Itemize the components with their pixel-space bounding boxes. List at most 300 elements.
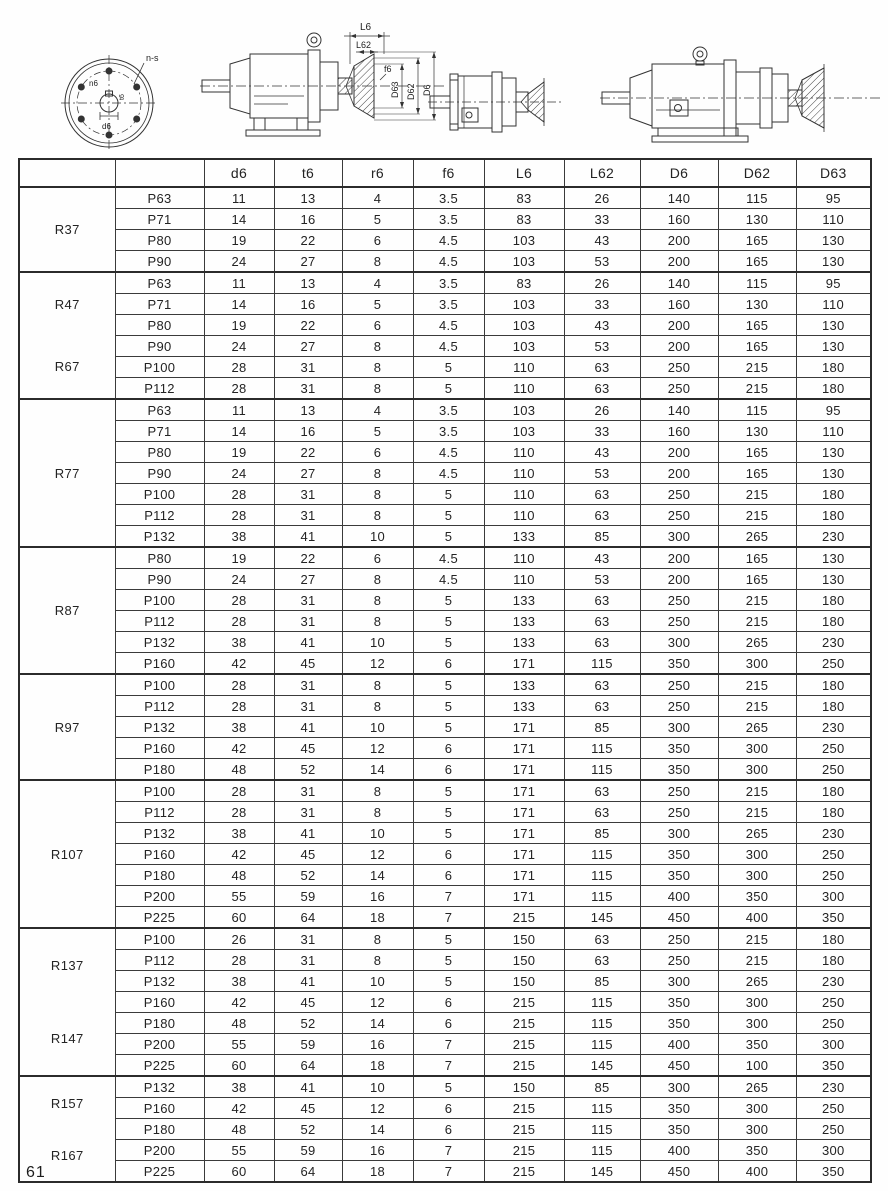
value-cell: 3.5: [413, 272, 484, 294]
value-cell: 8: [342, 802, 413, 823]
column-header: L6: [484, 159, 564, 187]
value-cell: 41: [274, 823, 342, 844]
technical-drawings: [0, 0, 888, 158]
value-cell: 115: [564, 738, 640, 759]
value-cell: 130: [796, 463, 871, 484]
model-cell: P160: [115, 1098, 204, 1119]
reducer-side-view-small-drawing: [428, 52, 566, 152]
value-cell: 350: [640, 738, 718, 759]
value-cell: 38: [204, 1076, 274, 1098]
value-cell: 3.5: [413, 187, 484, 209]
table-row: [19, 759, 871, 781]
value-cell: 31: [274, 780, 342, 802]
value-cell: 150: [484, 928, 564, 950]
value-cell: 165: [718, 251, 796, 273]
value-cell: 110: [796, 294, 871, 315]
value-cell: 63: [564, 484, 640, 505]
value-cell: 24: [204, 251, 274, 273]
model-cell: P160: [115, 844, 204, 865]
table-row: [19, 696, 871, 717]
value-cell: 4.5: [413, 251, 484, 273]
value-cell: 19: [204, 315, 274, 336]
model-cell: P132: [115, 632, 204, 653]
table-row: [19, 632, 871, 653]
value-cell: 130: [796, 569, 871, 590]
value-cell: 265: [718, 526, 796, 548]
value-cell: 300: [718, 653, 796, 675]
model-cell: P225: [115, 1055, 204, 1077]
model-cell: P160: [115, 738, 204, 759]
table-row: [19, 1055, 871, 1077]
model-cell: P112: [115, 505, 204, 526]
value-cell: 300: [796, 1034, 871, 1055]
model-cell: P112: [115, 696, 204, 717]
value-cell: 52: [274, 1119, 342, 1140]
value-cell: 5: [413, 357, 484, 378]
value-cell: 26: [564, 187, 640, 209]
value-cell: 28: [204, 590, 274, 611]
column-header: r6: [342, 159, 413, 187]
series-label: R137: [50, 958, 84, 973]
value-cell: 85: [564, 717, 640, 738]
value-cell: 10: [342, 1076, 413, 1098]
table-row: [19, 1140, 871, 1161]
value-cell: 250: [640, 950, 718, 971]
value-cell: 8: [342, 505, 413, 526]
value-cell: 31: [274, 928, 342, 950]
value-cell: 12: [342, 653, 413, 675]
value-cell: 300: [718, 759, 796, 781]
value-cell: 115: [718, 187, 796, 209]
value-cell: 14: [342, 1013, 413, 1034]
value-cell: 19: [204, 547, 274, 569]
table-row: [19, 653, 871, 675]
value-cell: 115: [564, 1119, 640, 1140]
value-cell: 230: [796, 717, 871, 738]
value-cell: 63: [564, 802, 640, 823]
value-cell: 95: [796, 187, 871, 209]
series-label: R157: [50, 1095, 84, 1111]
dim-label-D62: D62: [406, 83, 416, 100]
value-cell: 250: [640, 505, 718, 526]
table-row: [19, 907, 871, 929]
value-cell: 350: [640, 844, 718, 865]
value-cell: 265: [718, 717, 796, 738]
value-cell: 6: [413, 653, 484, 675]
model-cell: P200: [115, 886, 204, 907]
value-cell: 150: [484, 1076, 564, 1098]
table-row: [19, 844, 871, 865]
series-label: R77: [54, 465, 80, 481]
value-cell: 12: [342, 992, 413, 1013]
value-cell: 22: [274, 230, 342, 251]
value-cell: 130: [796, 547, 871, 569]
table-row: [19, 780, 871, 802]
value-cell: 63: [564, 780, 640, 802]
value-cell: 133: [484, 526, 564, 548]
column-header: D6: [640, 159, 718, 187]
value-cell: 215: [718, 378, 796, 400]
table-row: [19, 357, 871, 378]
value-cell: 350: [640, 1098, 718, 1119]
value-cell: 171: [484, 717, 564, 738]
value-cell: 5: [413, 378, 484, 400]
table-row: [19, 378, 871, 400]
value-cell: 31: [274, 484, 342, 505]
series-label-cell: [19, 547, 115, 674]
value-cell: 300: [718, 1013, 796, 1034]
value-cell: 8: [342, 696, 413, 717]
value-cell: 250: [640, 357, 718, 378]
value-cell: 4: [342, 272, 413, 294]
model-cell: P80: [115, 315, 204, 336]
page-number: 61: [26, 1164, 46, 1181]
value-cell: 200: [640, 463, 718, 484]
value-cell: 43: [564, 315, 640, 336]
value-cell: 83: [484, 272, 564, 294]
value-cell: 133: [484, 611, 564, 632]
value-cell: 115: [718, 272, 796, 294]
value-cell: 28: [204, 484, 274, 505]
value-cell: 63: [564, 632, 640, 653]
dim-label-d6: d6: [102, 122, 111, 131]
value-cell: 300: [796, 1140, 871, 1161]
model-cell: P180: [115, 1013, 204, 1034]
value-cell: 165: [718, 547, 796, 569]
value-cell: 250: [640, 590, 718, 611]
model-cell: P100: [115, 674, 204, 696]
table-row: [19, 505, 871, 526]
table-row: [19, 1076, 871, 1098]
value-cell: 215: [484, 992, 564, 1013]
value-cell: 300: [718, 1119, 796, 1140]
value-cell: 45: [274, 1098, 342, 1119]
value-cell: 4.5: [413, 463, 484, 484]
value-cell: 60: [204, 907, 274, 929]
value-cell: 8: [342, 928, 413, 950]
value-cell: 350: [640, 759, 718, 781]
value-cell: 18: [342, 1055, 413, 1077]
value-cell: 350: [640, 1119, 718, 1140]
value-cell: 5: [413, 484, 484, 505]
value-cell: 3.5: [413, 421, 484, 442]
value-cell: 14: [342, 865, 413, 886]
column-header: f6: [413, 159, 484, 187]
table-row: [19, 674, 871, 696]
value-cell: 165: [718, 442, 796, 463]
value-cell: 130: [796, 251, 871, 273]
value-cell: 110: [484, 484, 564, 505]
value-cell: 64: [274, 1161, 342, 1183]
table-row: [19, 336, 871, 357]
value-cell: 22: [274, 315, 342, 336]
value-cell: 400: [640, 1140, 718, 1161]
value-cell: 103: [484, 336, 564, 357]
value-cell: 350: [796, 1055, 871, 1077]
value-cell: 63: [564, 611, 640, 632]
value-cell: 215: [484, 1140, 564, 1161]
column-header: D63: [796, 159, 871, 187]
value-cell: 265: [718, 1076, 796, 1098]
value-cell: 130: [718, 294, 796, 315]
model-cell: P132: [115, 717, 204, 738]
value-cell: 300: [640, 632, 718, 653]
table-row: [19, 717, 871, 738]
value-cell: 133: [484, 696, 564, 717]
value-cell: 6: [342, 442, 413, 463]
value-cell: 3.5: [413, 209, 484, 230]
value-cell: 180: [796, 357, 871, 378]
value-cell: 7: [413, 907, 484, 929]
series-label: R97: [54, 719, 80, 735]
value-cell: 18: [342, 907, 413, 929]
model-cell: P112: [115, 611, 204, 632]
value-cell: 48: [204, 759, 274, 781]
value-cell: 171: [484, 865, 564, 886]
model-cell: P160: [115, 992, 204, 1013]
model-cell: P90: [115, 569, 204, 590]
value-cell: 14: [204, 421, 274, 442]
value-cell: 171: [484, 653, 564, 675]
table-row: [19, 569, 871, 590]
model-cell: P71: [115, 209, 204, 230]
value-cell: 64: [274, 1055, 342, 1077]
value-cell: 8: [342, 569, 413, 590]
value-cell: 38: [204, 971, 274, 992]
value-cell: 10: [342, 717, 413, 738]
value-cell: 450: [640, 1161, 718, 1183]
value-cell: 41: [274, 632, 342, 653]
value-cell: 4.5: [413, 315, 484, 336]
value-cell: 12: [342, 1098, 413, 1119]
value-cell: 26: [564, 272, 640, 294]
value-cell: 55: [204, 1034, 274, 1055]
value-cell: 300: [718, 1098, 796, 1119]
dim-label-f6: f6: [384, 64, 392, 74]
value-cell: 13: [274, 399, 342, 421]
value-cell: 27: [274, 463, 342, 484]
value-cell: 5: [413, 823, 484, 844]
value-cell: 215: [718, 590, 796, 611]
value-cell: 14: [342, 1119, 413, 1140]
value-cell: 6: [342, 315, 413, 336]
value-cell: 28: [204, 696, 274, 717]
reducer-side-view-large-drawing: [600, 40, 882, 158]
value-cell: 19: [204, 230, 274, 251]
value-cell: 8: [342, 463, 413, 484]
value-cell: 8: [342, 780, 413, 802]
value-cell: 300: [640, 971, 718, 992]
model-cell: P80: [115, 230, 204, 251]
series-label: R107: [50, 846, 84, 862]
value-cell: 95: [796, 272, 871, 294]
value-cell: 95: [796, 399, 871, 421]
value-cell: 200: [640, 251, 718, 273]
model-cell: P112: [115, 802, 204, 823]
value-cell: 5: [413, 696, 484, 717]
model-cell: P180: [115, 1119, 204, 1140]
value-cell: 350: [640, 865, 718, 886]
value-cell: 133: [484, 590, 564, 611]
value-cell: 24: [204, 336, 274, 357]
table-row: [19, 928, 871, 950]
value-cell: 10: [342, 823, 413, 844]
value-cell: 31: [274, 378, 342, 400]
value-cell: 215: [718, 357, 796, 378]
value-cell: 115: [564, 1034, 640, 1055]
value-cell: 26: [564, 399, 640, 421]
value-cell: 171: [484, 759, 564, 781]
value-cell: 180: [796, 590, 871, 611]
value-cell: 63: [564, 505, 640, 526]
value-cell: 3.5: [413, 399, 484, 421]
value-cell: 53: [564, 336, 640, 357]
value-cell: 180: [796, 378, 871, 400]
value-cell: 13: [274, 187, 342, 209]
value-cell: 63: [564, 928, 640, 950]
value-cell: 33: [564, 209, 640, 230]
value-cell: 215: [484, 1098, 564, 1119]
value-cell: 250: [796, 1098, 871, 1119]
value-cell: 27: [274, 251, 342, 273]
value-cell: 171: [484, 886, 564, 907]
value-cell: 110: [484, 569, 564, 590]
model-cell: P160: [115, 653, 204, 675]
value-cell: 250: [796, 738, 871, 759]
value-cell: 450: [640, 907, 718, 929]
value-cell: 12: [342, 844, 413, 865]
model-cell: P112: [115, 378, 204, 400]
model-cell: P200: [115, 1034, 204, 1055]
value-cell: 145: [564, 1055, 640, 1077]
value-cell: 300: [796, 886, 871, 907]
value-cell: 103: [484, 315, 564, 336]
value-cell: 45: [274, 653, 342, 675]
value-cell: 250: [796, 1013, 871, 1034]
value-cell: 7: [413, 886, 484, 907]
value-cell: 28: [204, 611, 274, 632]
value-cell: 48: [204, 865, 274, 886]
value-cell: 4.5: [413, 336, 484, 357]
value-cell: 103: [484, 251, 564, 273]
value-cell: 63: [564, 696, 640, 717]
value-cell: 31: [274, 696, 342, 717]
value-cell: 7: [413, 1055, 484, 1077]
value-cell: 4.5: [413, 442, 484, 463]
value-cell: 350: [718, 886, 796, 907]
value-cell: 265: [718, 823, 796, 844]
value-cell: 6: [413, 865, 484, 886]
value-cell: 8: [342, 251, 413, 273]
table-row: [19, 823, 871, 844]
value-cell: 250: [796, 844, 871, 865]
value-cell: 230: [796, 526, 871, 548]
value-cell: 180: [796, 780, 871, 802]
value-cell: 130: [796, 230, 871, 251]
value-cell: 10: [342, 526, 413, 548]
table-row: [19, 399, 871, 421]
model-cell: P100: [115, 484, 204, 505]
value-cell: 180: [796, 674, 871, 696]
value-cell: 19: [204, 442, 274, 463]
value-cell: 18: [342, 1161, 413, 1183]
value-cell: 5: [413, 802, 484, 823]
value-cell: 45: [274, 738, 342, 759]
value-cell: 250: [796, 1119, 871, 1140]
value-cell: 83: [484, 209, 564, 230]
value-cell: 55: [204, 1140, 274, 1161]
value-cell: 250: [640, 928, 718, 950]
value-cell: 300: [640, 1076, 718, 1098]
value-cell: 133: [484, 674, 564, 696]
value-cell: 130: [718, 421, 796, 442]
value-cell: 165: [718, 230, 796, 251]
value-cell: 180: [796, 802, 871, 823]
table-row: [19, 1119, 871, 1140]
value-cell: 215: [718, 674, 796, 696]
model-cell: P100: [115, 357, 204, 378]
value-cell: 300: [640, 526, 718, 548]
value-cell: 16: [274, 421, 342, 442]
model-cell: P225: [115, 907, 204, 929]
value-cell: 38: [204, 632, 274, 653]
table-row: [19, 272, 871, 294]
value-cell: 215: [718, 611, 796, 632]
dim-label-L62: L62: [356, 40, 372, 50]
model-cell: P132: [115, 823, 204, 844]
table-row: [19, 886, 871, 907]
value-cell: 22: [274, 442, 342, 463]
value-cell: 150: [484, 971, 564, 992]
value-cell: 250: [640, 674, 718, 696]
value-cell: 41: [274, 971, 342, 992]
value-cell: 63: [564, 357, 640, 378]
value-cell: 150: [484, 950, 564, 971]
value-cell: 41: [274, 1076, 342, 1098]
value-cell: 4.5: [413, 569, 484, 590]
table-row: [19, 971, 871, 992]
dimension-table-body: [19, 187, 871, 1182]
series-label-cell: [19, 399, 115, 547]
dim-label-D6: D6: [422, 84, 432, 96]
value-cell: 63: [564, 378, 640, 400]
table-row: [19, 187, 871, 209]
value-cell: 215: [718, 780, 796, 802]
value-cell: 31: [274, 590, 342, 611]
dim-label-n6: n6: [89, 79, 98, 88]
value-cell: 31: [274, 950, 342, 971]
value-cell: 400: [718, 1161, 796, 1183]
value-cell: 14: [342, 759, 413, 781]
value-cell: 42: [204, 1098, 274, 1119]
value-cell: 215: [484, 1013, 564, 1034]
value-cell: 171: [484, 844, 564, 865]
value-cell: 165: [718, 315, 796, 336]
value-cell: 350: [718, 1034, 796, 1055]
value-cell: 400: [640, 886, 718, 907]
value-cell: 171: [484, 802, 564, 823]
value-cell: 4: [342, 187, 413, 209]
value-cell: 53: [564, 251, 640, 273]
value-cell: 250: [796, 992, 871, 1013]
value-cell: 230: [796, 823, 871, 844]
value-cell: 55: [204, 886, 274, 907]
value-cell: 28: [204, 802, 274, 823]
value-cell: 140: [640, 272, 718, 294]
model-cell: P90: [115, 251, 204, 273]
dim-label-D63: D63: [390, 81, 400, 98]
column-header: d6: [204, 159, 274, 187]
